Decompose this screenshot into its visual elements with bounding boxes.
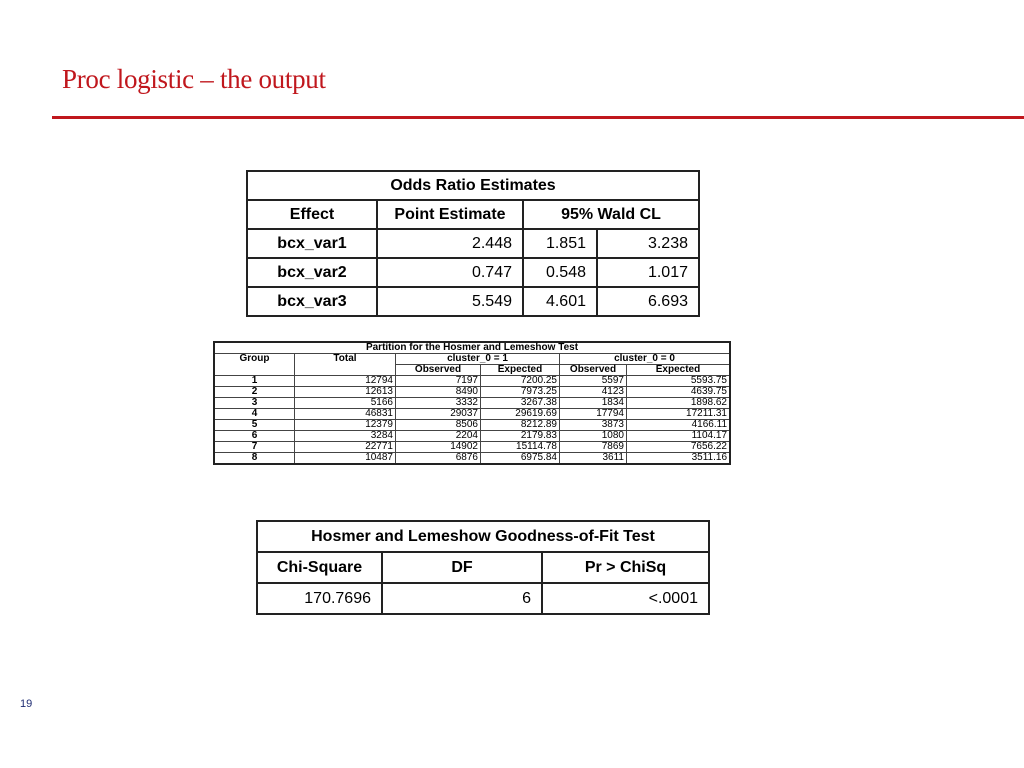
expected-1-cell: 2179.83 [481,431,560,442]
expected-0-cell: 7656.22 [627,442,731,453]
upper-cl-cell: 1.017 [597,258,699,287]
odds-ratio-row [247,229,699,258]
total-cell: 12379 [295,420,396,431]
observed-0-cell: 3873 [560,420,627,431]
header-df: DF [382,552,542,583]
point-estimate-cell: 2.448 [377,229,523,258]
expected-1-cell: 29619.69 [481,409,560,420]
gof-values-row [257,583,709,614]
point-estimate-cell: 0.747 [377,258,523,287]
group-cell: 6 [214,431,295,442]
chi-square-value: 170.7696 [257,583,382,614]
expected-0-cell: 3511.16 [627,453,731,465]
header-effect: Effect [247,200,377,229]
observed-1-cell: 29037 [396,409,481,420]
df-value: 6 [382,583,542,614]
effect-cell: bcx_var3 [247,287,377,316]
total-cell: 5166 [295,398,396,409]
expected-0-cell: 4166.11 [627,420,731,431]
observed-0-cell: 1834 [560,398,627,409]
header-observed-0: Observed [560,365,627,376]
header-pr-chisq: Pr > ChiSq [542,552,709,583]
lower-cl-cell: 1.851 [523,229,597,258]
total-cell: 46831 [295,409,396,420]
p-value: <.0001 [542,583,709,614]
observed-0-cell: 4123 [560,387,627,398]
observed-1-cell: 14902 [396,442,481,453]
title-divider [52,116,1024,119]
header-expected-0: Expected [627,365,731,376]
expected-1-cell: 8212.89 [481,420,560,431]
observed-0-cell: 5597 [560,376,627,387]
partition-row [214,387,730,398]
header-point-estimate: Point Estimate [377,200,523,229]
upper-cl-cell: 3.238 [597,229,699,258]
header-total: Total [295,354,396,376]
total-cell: 10487 [295,453,396,465]
group-cell: 5 [214,420,295,431]
observed-0-cell: 1080 [560,431,627,442]
odds-ratio-row [247,287,699,316]
partition-caption: Partition for the Hosmer and Lemeshow Test [214,342,730,354]
group-cell: 8 [214,453,295,465]
gof-caption: Hosmer and Lemeshow Goodness-of-Fit Test [257,521,709,552]
header-wald-cl: 95% Wald CL [523,200,699,229]
odds-ratio-caption: Odds Ratio Estimates [247,171,699,200]
partition-row [214,453,730,465]
expected-0-cell: 1104.17 [627,431,731,442]
total-cell: 12794 [295,376,396,387]
partition-row [214,409,730,420]
odds-ratio-table [246,170,700,317]
expected-0-cell: 1898.62 [627,398,731,409]
effect-cell: bcx_var1 [247,229,377,258]
partition-table [213,341,731,465]
header-cluster-1: cluster_0 = 1 [396,354,560,365]
header-group: Group [214,354,295,376]
gof-table [256,520,710,615]
observed-1-cell: 2204 [396,431,481,442]
observed-0-cell: 3611 [560,453,627,465]
partition-row [214,398,730,409]
observed-0-cell: 17794 [560,409,627,420]
expected-0-cell: 5593.75 [627,376,731,387]
header-cluster-0: cluster_0 = 0 [560,354,731,365]
partition-rows [214,376,730,465]
observed-0-cell: 7869 [560,442,627,453]
observed-1-cell: 8506 [396,420,481,431]
observed-1-cell: 7197 [396,376,481,387]
partition-row [214,420,730,431]
total-cell: 12613 [295,387,396,398]
header-expected-1: Expected [481,365,560,376]
lower-cl-cell: 4.601 [523,287,597,316]
observed-1-cell: 3332 [396,398,481,409]
odds-ratio-rows [247,229,699,316]
group-cell: 2 [214,387,295,398]
observed-1-cell: 6876 [396,453,481,465]
partition-row [214,376,730,387]
header-observed-1: Observed [396,365,481,376]
group-cell: 1 [214,376,295,387]
slide-title: Proc logistic – the output [62,64,326,94]
upper-cl-cell: 6.693 [597,287,699,316]
point-estimate-cell: 5.549 [377,287,523,316]
lower-cl-cell: 0.548 [523,258,597,287]
expected-1-cell: 6975.84 [481,453,560,465]
expected-1-cell: 7200.25 [481,376,560,387]
group-cell: 7 [214,442,295,453]
partition-row [214,431,730,442]
total-cell: 3284 [295,431,396,442]
total-cell: 22771 [295,442,396,453]
page-number: 19 [20,698,33,710]
odds-ratio-row [247,258,699,287]
expected-1-cell: 7973.25 [481,387,560,398]
expected-1-cell: 15114.78 [481,442,560,453]
header-chi-square: Chi-Square [257,552,382,583]
observed-1-cell: 8490 [396,387,481,398]
partition-row [214,442,730,453]
expected-0-cell: 4639.75 [627,387,731,398]
group-cell: 3 [214,398,295,409]
expected-0-cell: 17211.31 [627,409,731,420]
effect-cell: bcx_var2 [247,258,377,287]
expected-1-cell: 3267.38 [481,398,560,409]
group-cell: 4 [214,409,295,420]
